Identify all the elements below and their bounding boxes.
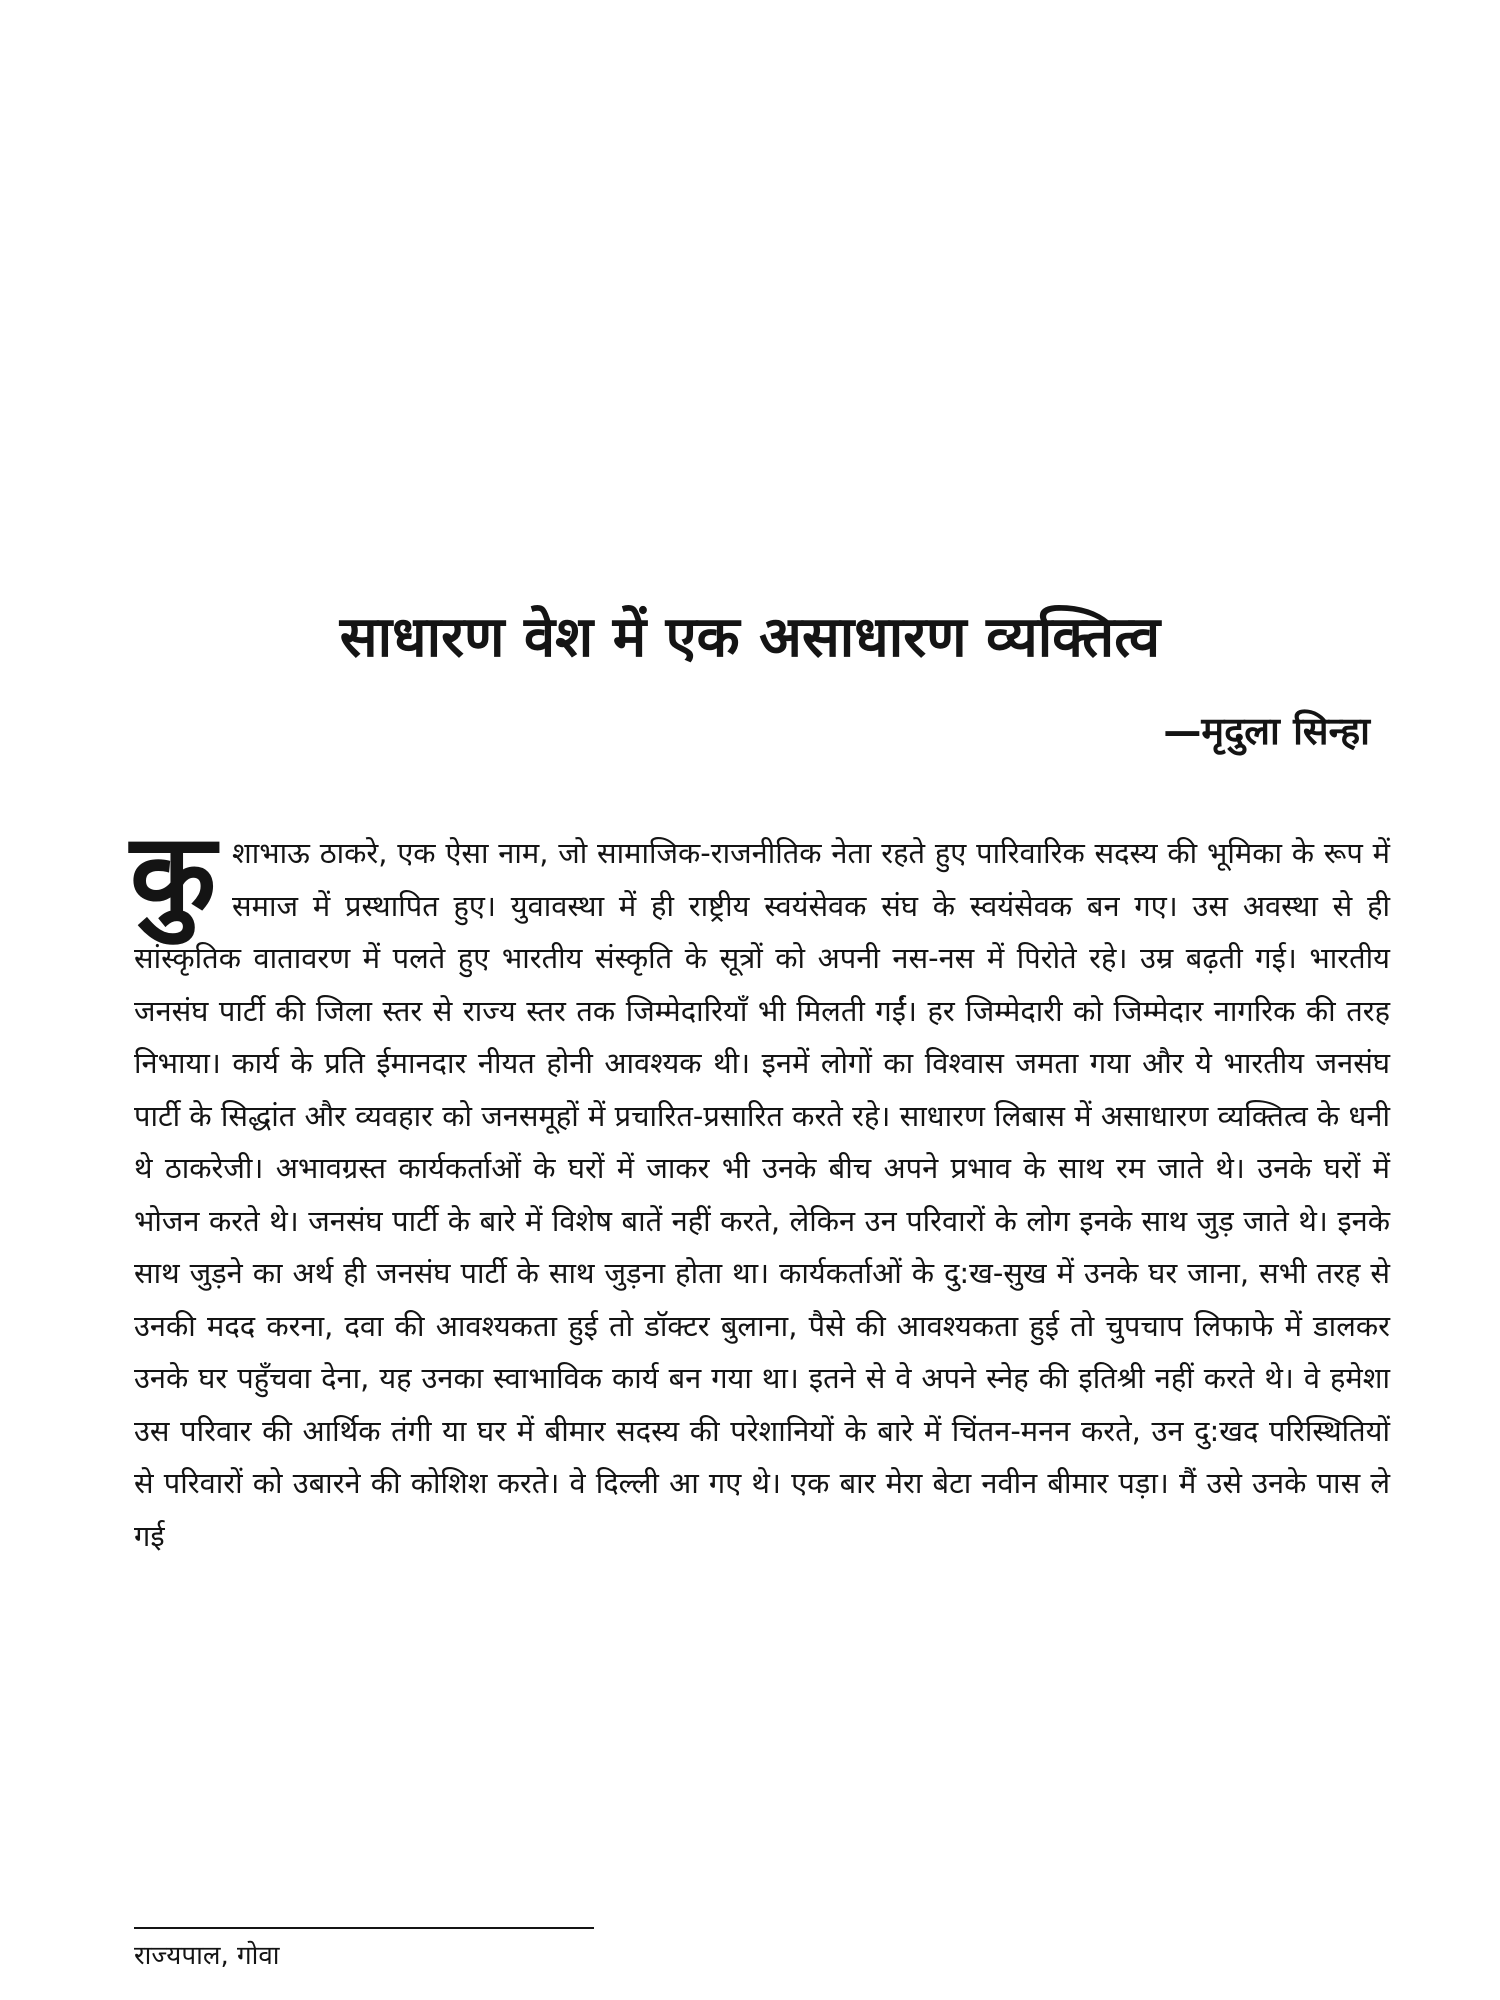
footnote: राज्यपाल, गोवा (134, 1941, 280, 1971)
paragraph-text: शाभाऊ ठाकरे, एक ऐसा नाम, जो सामाजिक-राजनीतिक नेता रहते हुए पारिवारिक सदस्य की भूमिका के रूप में समाज में प्रस्थापित हुए। युवावस्था में ही राष्ट्रीय स्वयंसेवक संघ के स्वयंसेवक बन गए। उस अवस्था से ही सांस्कृतिक वातावरण में पलते हुए भारतीय संस्कृति के सूत्रों को अपनी नस-नस में पिरोते रहे। उम्र बढ़ती गई। भारतीय जनसंघ पार्टी की जिला स्तर से राज्य स्तर तक जिम्मेदारियाँ भी मिलती गईं। हर जिम्मेदारी को जिम्मेदार नागरिक की तरह निभाया। कार्य के प्रति ईमानदार नीयत होनी आवश्यक थी। इनमें लोगों का विश्वास जमता गया और ये भारतीय जनसंघ पार्टी के सिद्धांत और व्यवहार को जनसमूहों में प्रचारित-प्रसारित करते रहे। साधारण लिबास में असाधारण व्यक्तित्व के धनी थे ठाकरेजी। अभावग्रस्त कार्यकर्ताओं के घरों में जाकर भी उनके बीच अपने प्रभाव के साथ रम जाते थे। उनके घरों में भोजन करते थे। जनसंघ पार्टी के बारे में विशेष बातें नहीं करते, लेकिन उन परिवारों के लोग इनके साथ जुड़ जाते थे। इनके साथ जुड़ने का अर्थ ही जनसंघ पार्टी के साथ जुड़ना होता था। कार्यकर्ताओं के दु:ख-सुख में उनके घर जाना, सभी तरह से उनकी मदद करना, दवा की आवश्यकता हुई तो डॉक्टर बुलाना, पैसे की आवश्यकता हुई तो चुपचाप लिफाफे में डालकर उनके घर पहुँचवा देना, यह उनका स्वाभाविक कार्य बन गया था। इतने से वे अपने स्नेह की इतिश्री नहीं करते थे। वे हमेशा उस परिवार की आर्थिक तंगी या घर में बीमार सदस्य की परेशानियों के बारे में चिंतन-मनन करते, उन दु:खद परिस्थितियों से परिवारों को उबारने की कोशिश करते। वे दिल्ली आ गए थे। एक बार मेरा बेटा नवीन बीमार पड़ा। मैं उसे उनके पास ले गई (134, 836, 1390, 1553)
footnote-divider (134, 1927, 594, 1929)
author-byline: —मृदुला सिन्हा (1163, 709, 1370, 753)
drop-cap: कु (130, 810, 217, 940)
body-paragraph (130, 810, 1390, 1562)
page-title: साधारण वेश में एक असाधारण व्यक्तित्व (339, 605, 1161, 670)
